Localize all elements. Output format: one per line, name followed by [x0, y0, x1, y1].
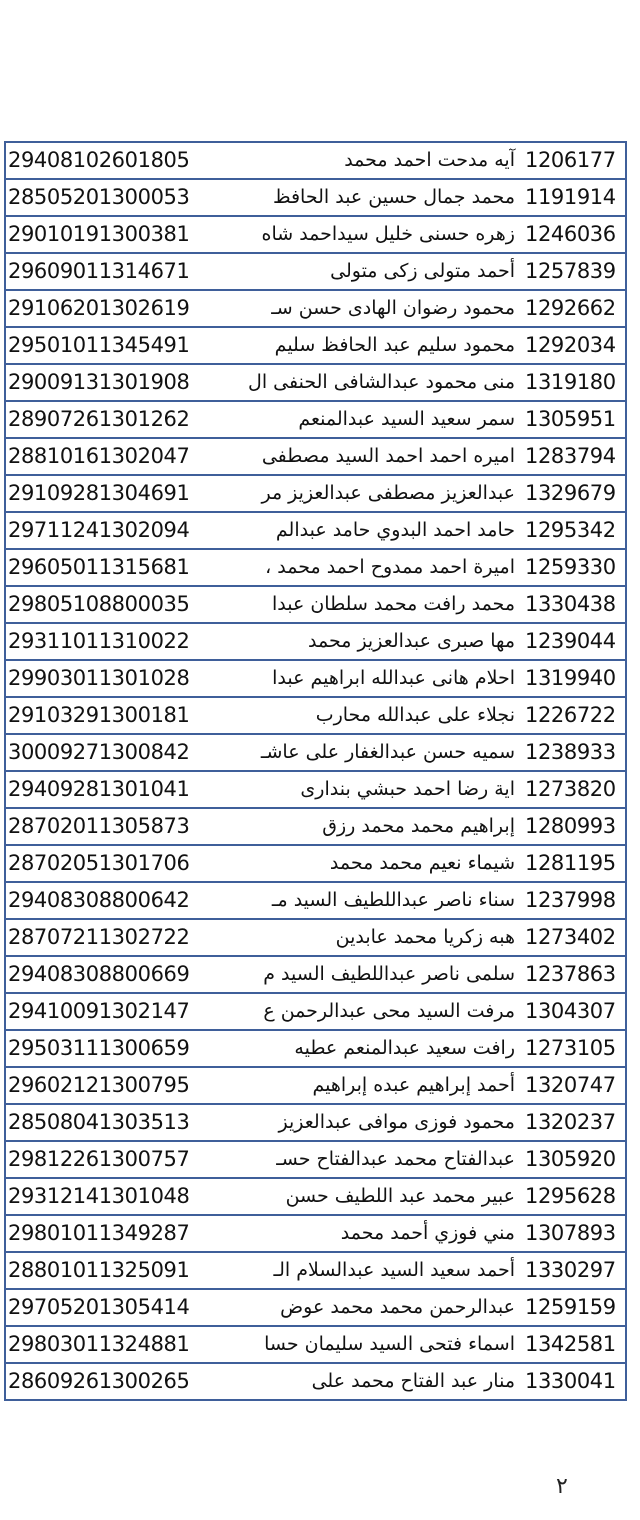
- national-id-cell: 29311011310022: [8, 629, 190, 653]
- national-id-cell: 29010191300381: [8, 222, 190, 246]
- table-row: [6, 624, 625, 661]
- table-row: [6, 1327, 625, 1364]
- table-row: [6, 772, 625, 809]
- table-row: [6, 809, 625, 846]
- code-cell: 1319180: [525, 370, 616, 394]
- code-cell: 1305951: [525, 407, 616, 431]
- code-cell: 1238933: [525, 740, 616, 764]
- code-cell: 1246036: [525, 222, 616, 246]
- code-cell: 1292034: [525, 333, 616, 357]
- national-id-cell: 29410091302147: [8, 999, 190, 1023]
- national-id-cell: 29409281301041: [8, 777, 190, 801]
- code-cell: 1280993: [525, 814, 616, 838]
- name-cell: أحمد سعيد السيد عبدالسلام الـ: [273, 1259, 515, 1281]
- table-row: [6, 550, 625, 587]
- name-cell: اميره احمد احمد السيد مصطفى: [261, 445, 515, 467]
- code-cell: 1320237: [525, 1110, 616, 1134]
- name-cell: سلمى ناصر عبداللطيف السيد م: [263, 963, 515, 985]
- table-row: [6, 143, 625, 180]
- national-id-cell: 28505201300053: [8, 185, 190, 209]
- national-id-cell: 28801011325091: [8, 1258, 190, 1282]
- code-cell: 1304307: [525, 999, 616, 1023]
- table-row: [6, 1216, 625, 1253]
- national-id-cell: 29408308800642: [8, 888, 190, 912]
- national-id-cell: 29408102601805: [8, 148, 190, 172]
- table-row: [6, 1179, 625, 1216]
- national-id-cell: 29711241302094: [8, 518, 190, 542]
- national-id-cell: 29803011324881: [8, 1332, 190, 1356]
- national-id-cell: 29605011315681: [8, 555, 190, 579]
- name-cell: شيماء نعيم محمد محمد: [329, 852, 515, 874]
- code-cell: 1283794: [525, 444, 616, 468]
- name-cell: محمود رضوان الهادى حسن سـ: [271, 297, 515, 319]
- name-cell: محمد رافت محمد سلطان عبدا: [271, 593, 515, 615]
- name-cell: أحمد إبراهيم عبده إبراهيم: [312, 1074, 515, 1096]
- table-row: [6, 254, 625, 291]
- code-cell: 1191914: [525, 185, 616, 209]
- national-id-cell: 28609261300265: [8, 1369, 190, 1393]
- national-id-cell: 29109281304691: [8, 481, 190, 505]
- code-cell: 1330041: [525, 1369, 616, 1393]
- table-row: [6, 957, 625, 994]
- code-cell: 1257839: [525, 259, 616, 283]
- name-cell: اسماء فتحى السيد سليمان حسا: [264, 1333, 515, 1355]
- code-cell: 1237863: [525, 962, 616, 986]
- code-cell: 1319940: [525, 666, 616, 690]
- code-cell: 1295342: [525, 518, 616, 542]
- name-cell: مها صبرى عبدالعزيز محمد: [308, 630, 515, 652]
- page-number: ٢: [556, 1474, 568, 1499]
- name-cell: هبه زكريا محمد عابدين: [335, 926, 515, 948]
- code-cell: 1320747: [525, 1073, 616, 1097]
- name-cell: اميرة احمد ممدوح احمد محمد ،: [265, 556, 515, 578]
- code-cell: 1307893: [525, 1221, 616, 1245]
- name-cell: مني فوزي أحمد محمد: [340, 1222, 515, 1244]
- code-cell: 1330297: [525, 1258, 616, 1282]
- national-id-cell: 30009271300842: [8, 740, 190, 764]
- name-cell: احلام هانى عبدالله ابراهيم عبدا: [272, 667, 515, 689]
- table-row: [6, 328, 625, 365]
- name-cell: عبير محمد عبد اللطيف حسن: [285, 1185, 515, 1207]
- name-cell: آيه مدحت احمد محمد: [344, 149, 515, 171]
- national-id-cell: 28707211302722: [8, 925, 190, 949]
- national-id-cell: 29602121300795: [8, 1073, 190, 1097]
- national-id-cell: 29609011314671: [8, 259, 190, 283]
- national-id-cell: 29103291300181: [8, 703, 190, 727]
- table-row: [6, 920, 625, 957]
- table-row: [6, 217, 625, 254]
- name-cell: زهره حسنى خليل سيداحمد شاه: [261, 223, 515, 245]
- name-cell: حامد احمد البدوي حامد عبدالم: [275, 519, 515, 541]
- employee-table: [4, 141, 627, 1401]
- name-cell: سناء ناصر عبداللطيف السيد مـ: [271, 889, 515, 911]
- table-row: [6, 1105, 625, 1142]
- name-cell: محمد جمال حسين عبد الحافظ: [272, 186, 515, 208]
- code-cell: 1273820: [525, 777, 616, 801]
- table-row: [6, 846, 625, 883]
- national-id-cell: 29503111300659: [8, 1036, 190, 1060]
- name-cell: محمود فوزى موافى عبدالعزيز: [278, 1111, 515, 1133]
- code-cell: 1237998: [525, 888, 616, 912]
- national-id-cell: 29812261300757: [8, 1147, 190, 1171]
- table-row: [6, 1364, 625, 1401]
- national-id-cell: 28810161302047: [8, 444, 190, 468]
- table-row: [6, 587, 625, 624]
- national-id-cell: 29801011349287: [8, 1221, 190, 1245]
- national-id-cell: 29009131301908: [8, 370, 190, 394]
- code-cell: 1295628: [525, 1184, 616, 1208]
- national-id-cell: 28508041303513: [8, 1110, 190, 1134]
- name-cell: عبدالعزيز مصطفى عبدالعزيز مر: [261, 482, 515, 504]
- national-id-cell: 29705201305414: [8, 1295, 190, 1319]
- table-row: [6, 1068, 625, 1105]
- table-row: [6, 1253, 625, 1290]
- table-row: [6, 476, 625, 513]
- code-cell: 1342581: [525, 1332, 616, 1356]
- table-row: [6, 994, 625, 1031]
- table-row: [6, 1142, 625, 1179]
- table-row: [6, 1031, 625, 1068]
- code-cell: 1206177: [525, 148, 616, 172]
- name-cell: محمود سليم عبد الحافظ سليم: [274, 334, 515, 356]
- table-row: [6, 365, 625, 402]
- code-cell: 1259330: [525, 555, 616, 579]
- name-cell: أحمد متولى زكى متولى: [330, 260, 515, 282]
- national-id-cell: 29408308800669: [8, 962, 190, 986]
- code-cell: 1330438: [525, 592, 616, 616]
- name-cell: مرفت السيد محى عبدالرحمن ع: [263, 1000, 515, 1022]
- name-cell: سميه حسن عبدالغفار على عاشـ: [260, 741, 515, 763]
- national-id-cell: 29501011345491: [8, 333, 190, 357]
- code-cell: 1305920: [525, 1147, 616, 1171]
- national-id-cell: 29312141301048: [8, 1184, 190, 1208]
- table-row: [6, 661, 625, 698]
- name-cell: رافت سعيد عبدالمنعم عطيه: [294, 1037, 515, 1059]
- name-cell: منى محمود عبدالشافى الحنفى ال: [248, 371, 515, 393]
- table-row: [6, 439, 625, 476]
- table-row: [6, 513, 625, 550]
- code-cell: 1226722: [525, 703, 616, 727]
- national-id-cell: 28702051301706: [8, 851, 190, 875]
- national-id-cell: 28702011305873: [8, 814, 190, 838]
- table-row: [6, 291, 625, 328]
- name-cell: عبدالرحمن محمد محمد عوض: [280, 1296, 515, 1318]
- name-cell: اية رضا احمد حبشي بندارى: [300, 778, 515, 800]
- national-id-cell: 29903011301028: [8, 666, 190, 690]
- table-row: [6, 698, 625, 735]
- code-cell: 1273402: [525, 925, 616, 949]
- name-cell: عبدالفتاح محمد عبدالفتاح حسـ: [276, 1148, 515, 1170]
- name-cell: نجلاء على عبدالله محارب: [315, 704, 515, 726]
- code-cell: 1292662: [525, 296, 616, 320]
- name-cell: سمر سعيد السيد عبدالمنعم: [298, 408, 515, 430]
- national-id-cell: 29106201302619: [8, 296, 190, 320]
- table-row: [6, 180, 625, 217]
- code-cell: 1259159: [525, 1295, 616, 1319]
- name-cell: منار عبد الفتاح محمد على: [311, 1370, 515, 1392]
- national-id-cell: 29805108800035: [8, 592, 190, 616]
- table-row: [6, 402, 625, 439]
- code-cell: 1239044: [525, 629, 616, 653]
- table-row: [6, 883, 625, 920]
- code-cell: 1273105: [525, 1036, 616, 1060]
- table-row: [6, 1290, 625, 1327]
- code-cell: 1281195: [525, 851, 616, 875]
- name-cell: إبراهيم محمد محمد رزق: [322, 815, 515, 837]
- code-cell: 1329679: [525, 481, 616, 505]
- table-row: [6, 735, 625, 772]
- national-id-cell: 28907261301262: [8, 407, 190, 431]
